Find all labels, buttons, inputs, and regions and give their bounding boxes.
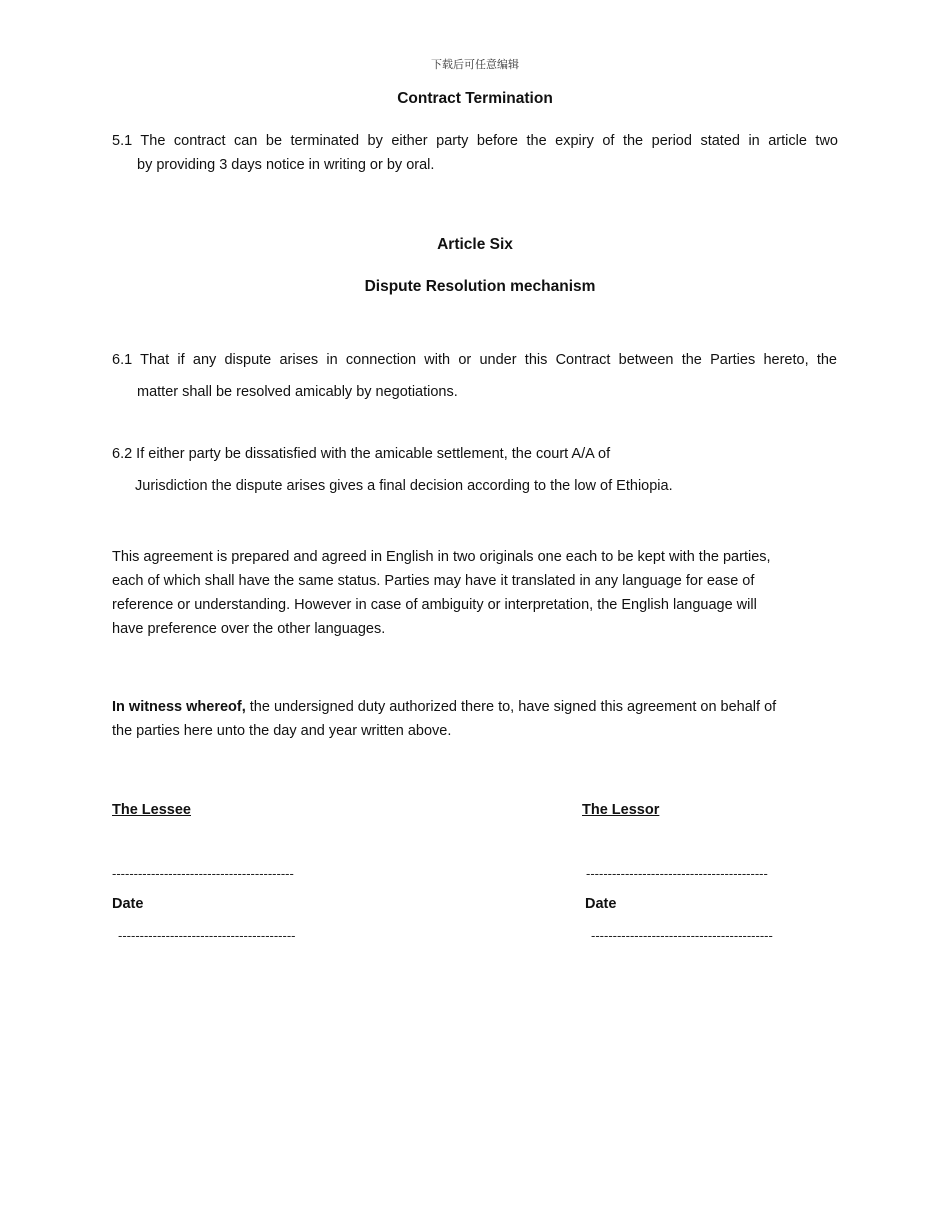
witness-line-1 bbox=[112, 695, 776, 719]
clause-5-1-line-1: 5.1 The contract can be terminated by either party before the expiry of the period stated in article two bbox=[112, 133, 838, 149]
lessor-date-label: Date bbox=[585, 896, 617, 912]
article-subtitle: Dispute Resolution mechanism bbox=[364, 278, 596, 295]
agreement-paragraph-line-4: have preference over the other languages. bbox=[112, 621, 386, 637]
witness-line-1-text: the undersigned duty authorized there to, have signed this agreement on behalf of bbox=[245, 699, 777, 715]
lessor-label: The Lessor bbox=[582, 802, 660, 818]
witness-lead: In witness whereof, bbox=[112, 699, 246, 715]
lessor-signature-line: ------------------------------------------ bbox=[586, 866, 768, 881]
article-title: Article Six bbox=[437, 236, 513, 253]
agreement-paragraph-line-1: This agreement is prepared and agreed in English in two originals one each to be kept with the parties, bbox=[112, 549, 771, 565]
clause-6-2-line-2: Jurisdiction the dispute arises gives a final decision according to the low of Ethiopia. bbox=[135, 478, 673, 494]
agreement-paragraph-line-2: each of which shall have the same status. Parties may have it translated in any language for ease of bbox=[112, 573, 755, 589]
clause-6-2-line-1: 6.2 If either party be dissatisfied with the amicable settlement, the court A/A of bbox=[112, 446, 611, 462]
section-title-contract-termination: Contract Termination bbox=[397, 90, 553, 107]
lessee-signature-line: ------------------------------------------ bbox=[112, 866, 294, 881]
lessee-date-line: ----------------------------------------- bbox=[118, 928, 296, 943]
lessor-date-line: ------------------------------------------ bbox=[591, 928, 773, 943]
witness-line-2: the parties here unto the day and year written above. bbox=[112, 723, 452, 739]
agreement-paragraph-line-3: reference or understanding. However in case of ambiguity or interpretation, the English language will bbox=[112, 597, 757, 613]
clause-6-1-line-2: matter shall be resolved amicably by negotiations. bbox=[137, 384, 458, 400]
lessee-label: The Lessee bbox=[112, 802, 191, 818]
header-note: 下载后可任意编辑 bbox=[431, 58, 519, 71]
clause-6-1-line-1: 6.1 That if any dispute arises in connection with or under this Contract between the Parties hereto, the bbox=[112, 352, 837, 368]
clause-5-1-line-2: by providing 3 days notice in writing or by oral. bbox=[137, 157, 435, 173]
lessee-date-label: Date bbox=[112, 896, 144, 912]
